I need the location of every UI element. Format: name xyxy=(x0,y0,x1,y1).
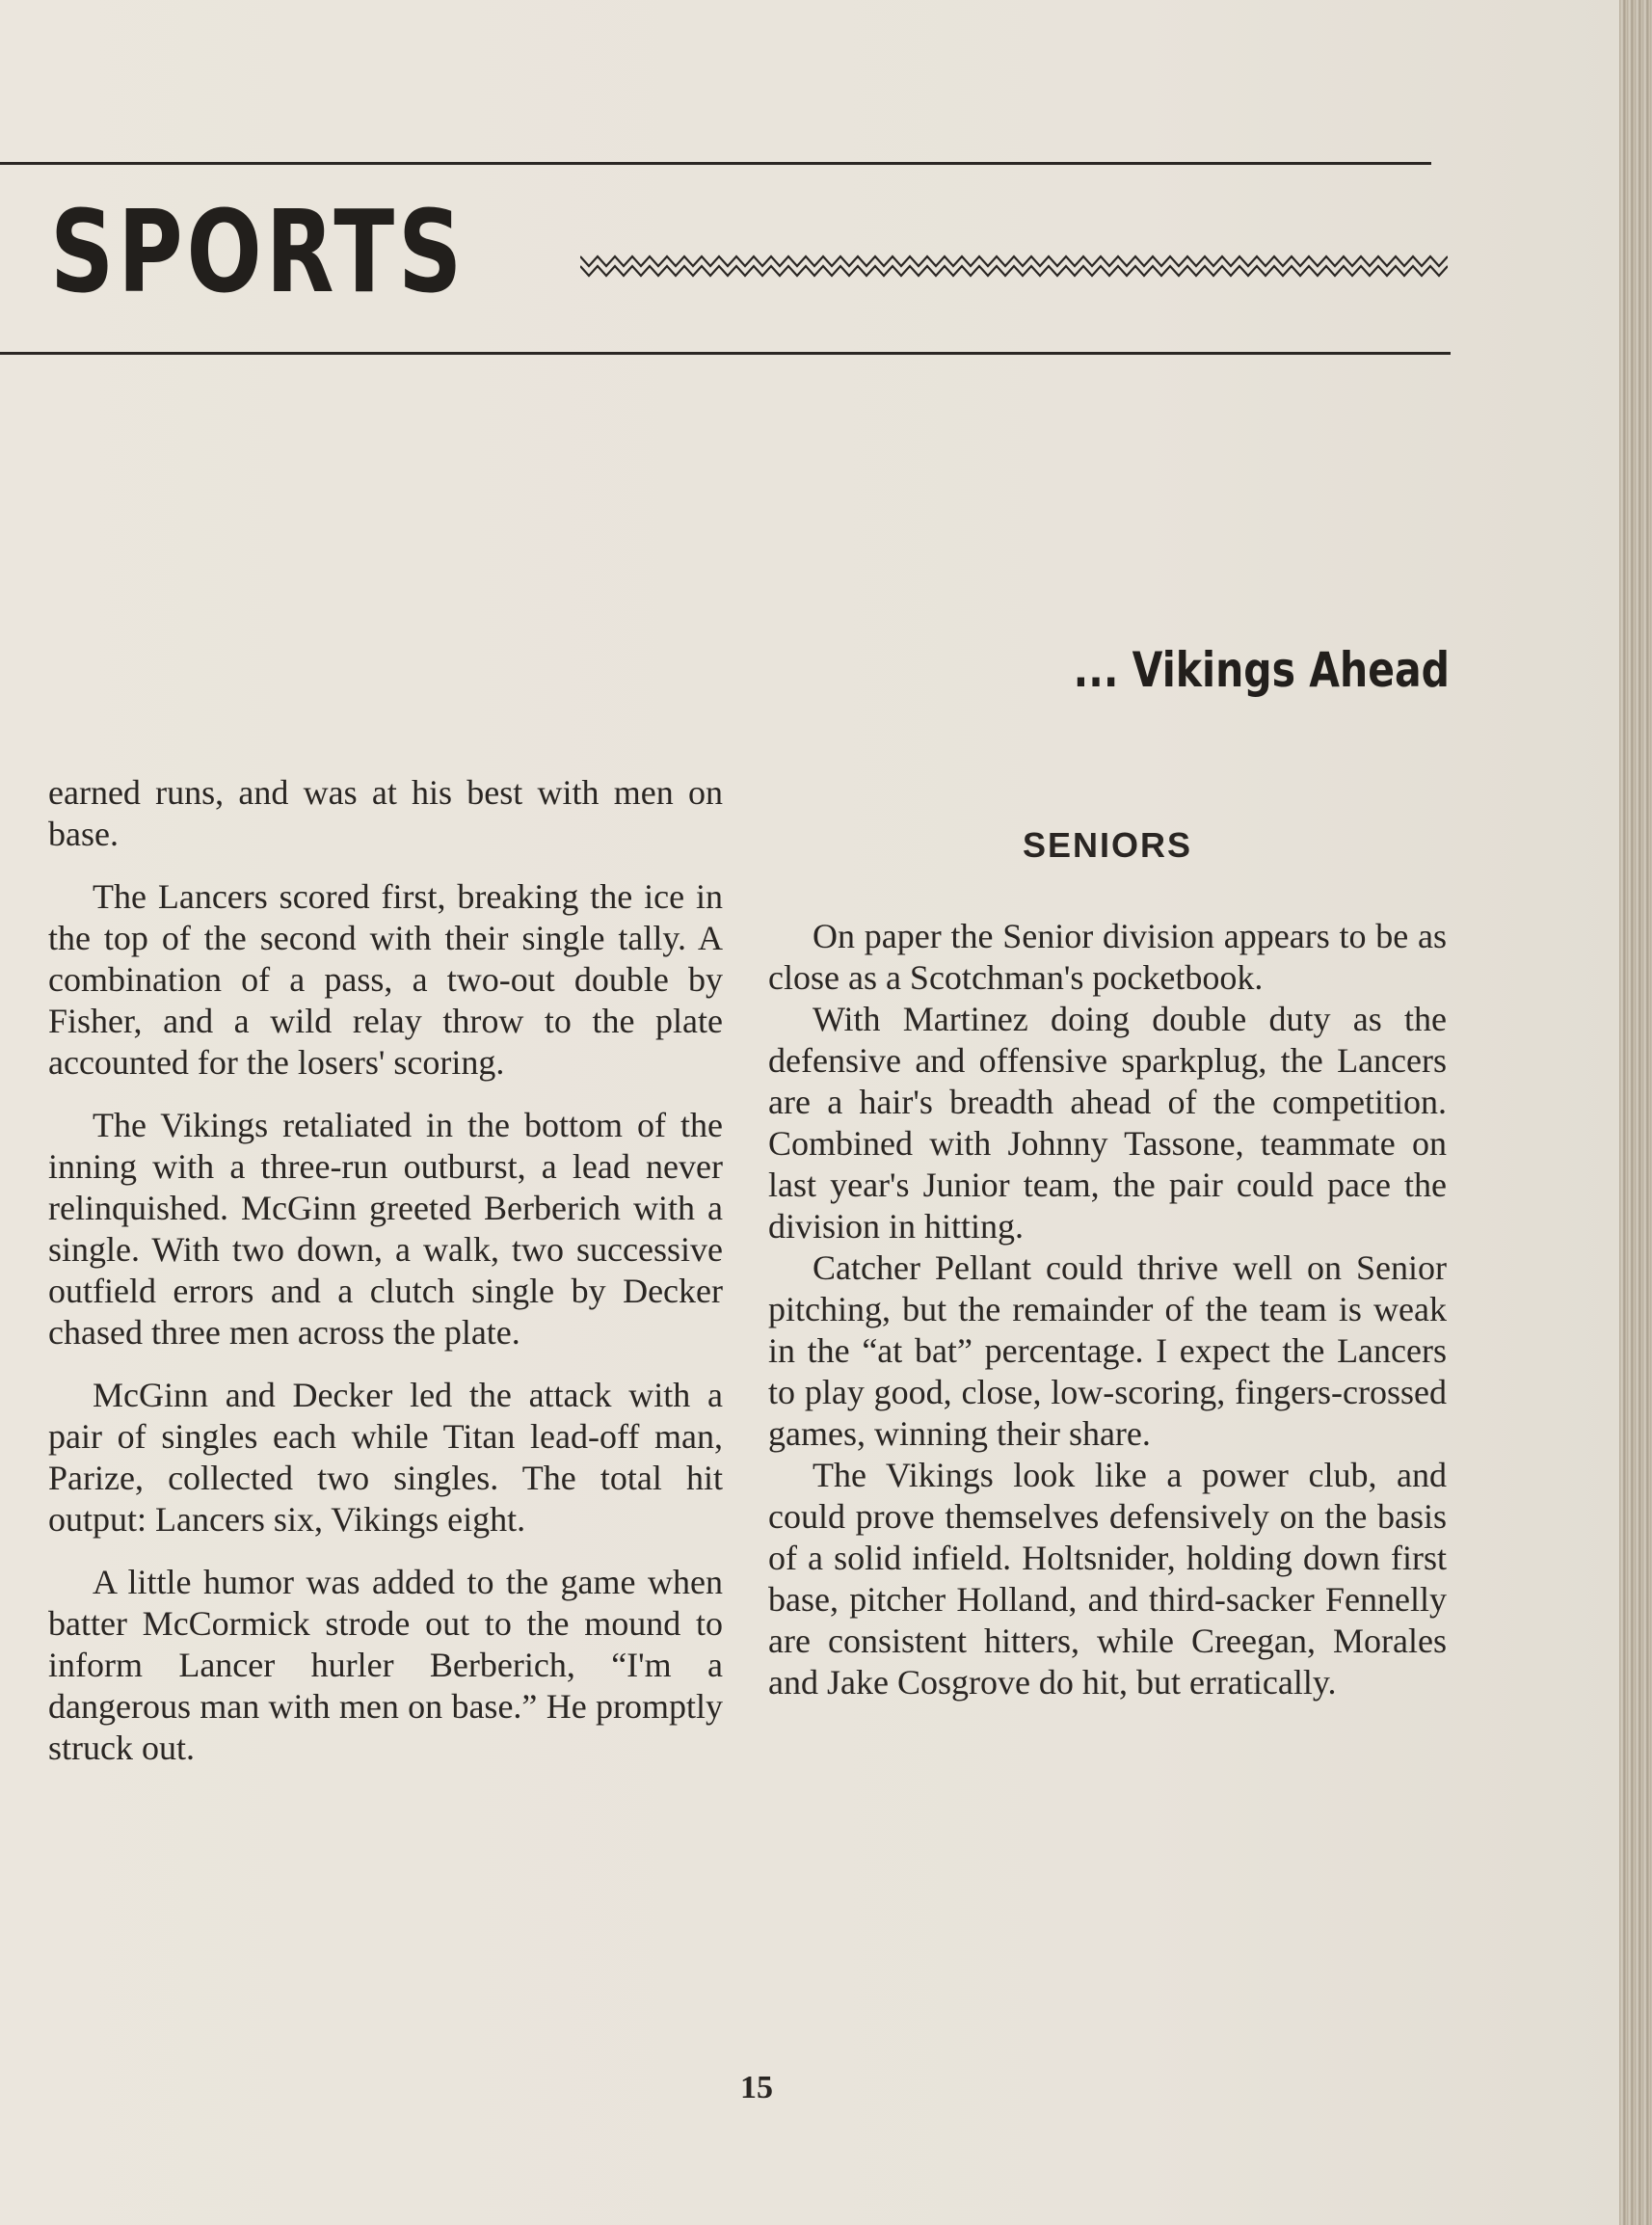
page-edge xyxy=(1619,0,1652,2225)
paragraph: Catcher Pellant could thrive well on Senior pitching, but the remainder of the team is weak in the “at bat” percentage. I expect the Lancers to play good, close, low-scoring, fingers-crossed games, winning their share. xyxy=(768,1248,1447,1453)
paragraph: With Martinez doing double duty as the defensive and offensive sparkplug, the Lancers are a hair's breadth ahead of the competition. Combined with Johnny Tassone, teammate on last year's Junior team, the pair could pace the division in hitting. xyxy=(768,1000,1447,1246)
paragraph: The Vikings look like a power club, and could prove themselves defensively on the basis of a solid infield. Holtsnider, holding down first base, pitcher Holland, and third-sacker Fennelly are consistent hitters, while Creegan, Morales and Jake Cosgrove do hit, but erratically. xyxy=(768,1456,1447,1702)
paragraph: A little humor was added to the game when batter McCormick strode out to the mound to inform Lancer hurler Berberich, “I'm a dangerous man with men on base.” He promptly struck out. xyxy=(48,1563,723,1767)
paragraph: earned runs, and was at his best with men on base. xyxy=(48,773,723,853)
section-heading: SENIORS xyxy=(1022,825,1193,865)
section-title: SPORTS xyxy=(50,185,466,318)
paragraph: McGinn and Decker led the attack with a pair of singles each while Titan lead-off man, Parize, collected two singles. The total hit output: Lancers six, Vikings eight. xyxy=(48,1376,723,1539)
zigzag-ornament xyxy=(580,253,1448,281)
article-subhead: ... Vikings Ahead xyxy=(1073,642,1450,698)
paragraph: On paper the Senior division appears to be as close as a Scotchman's pocketbook. xyxy=(768,917,1447,997)
left-column xyxy=(48,772,723,1790)
header-rule-top xyxy=(0,162,1431,165)
header-rule-bottom xyxy=(0,352,1451,355)
right-column xyxy=(768,916,1447,1703)
page-number: 15 xyxy=(740,2070,773,2105)
paragraph: The Lancers scored first, breaking the ice in the top of the second with their single tally. A combination of a pass, a two-out double by Fisher, and a wild relay throw to the plate accounted for the losers' scoring. xyxy=(48,877,723,1082)
paragraph: The Vikings retaliated in the bottom of the inning with a three-run outburst, a lead never relinquished. McGinn greeted Berberich with a single. With two down, a walk, two successive outfield errors and a clutch single by Decker chased three men across the plate. xyxy=(48,1106,723,1352)
